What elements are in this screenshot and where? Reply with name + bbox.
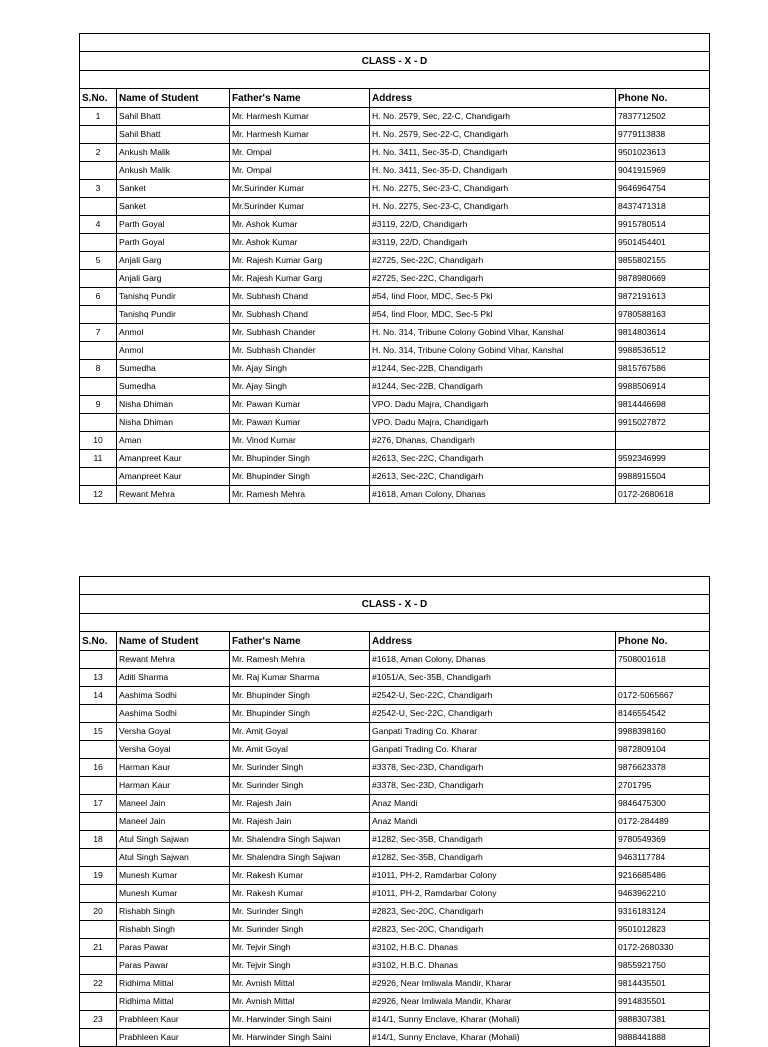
cell-address: H. No. 314, Tribune Colony Gobind Vihar, Kanshal — [370, 324, 616, 342]
table-row — [80, 180, 710, 198]
cell-name: Sumedha — [117, 360, 230, 378]
cell-father: Mr. Ajay Singh — [230, 378, 370, 396]
cell-sno: 10 — [80, 432, 117, 450]
cell-phone: 9316183124 — [616, 903, 710, 921]
cell-sno — [80, 957, 117, 975]
cell-phone: 9041915969 — [616, 162, 710, 180]
table-row — [80, 486, 710, 504]
cell-address: H. No. 2275, Sec-23-C, Chandigarh — [370, 198, 616, 216]
blank-row — [80, 34, 710, 52]
cell-name: Tanishq Pundir — [117, 288, 230, 306]
cell-sno: 11 — [80, 450, 117, 468]
cell-sno — [80, 234, 117, 252]
cell-address: #1244, Sec-22B, Chandigarh — [370, 378, 616, 396]
cell-sno: 1 — [80, 108, 117, 126]
cell-father: Mr. Ashok Kumar — [230, 216, 370, 234]
cell-name: Nisha Dhiman — [117, 414, 230, 432]
cell-phone: 9914835501 — [616, 993, 710, 1011]
cell-father: Mr. Avnish Mittal — [230, 975, 370, 993]
table-row — [80, 144, 710, 162]
cell-address: #2823, Sec-20C, Chandigarh — [370, 903, 616, 921]
cell-address: #3102, H.B.C. Dhanas — [370, 957, 616, 975]
cell-phone: 0172-2680330 — [616, 939, 710, 957]
cell-address: #54, Iind Floor, MDC, Sec-5 Pkl — [370, 306, 616, 324]
cell-address: #3119, 22/D, Chandigarh — [370, 216, 616, 234]
cell-address: #2613, Sec-22C, Chandigarh — [370, 450, 616, 468]
cell-sno — [80, 270, 117, 288]
cell-name: Anmol — [117, 324, 230, 342]
cell-phone: 0172-5065667 — [616, 687, 710, 705]
table-title-row — [80, 595, 710, 614]
cell-father: Mr. Surinder Singh — [230, 903, 370, 921]
cell-address: #2613, Sec-22C, Chandigarh — [370, 468, 616, 486]
cell-phone: 8146554542 — [616, 705, 710, 723]
cell-sno: 2 — [80, 144, 117, 162]
cell-sno — [80, 162, 117, 180]
table-row — [80, 705, 710, 723]
cell-sno — [80, 849, 117, 867]
table-row — [80, 342, 710, 360]
cell-sno — [80, 651, 117, 669]
table-row — [80, 669, 710, 687]
header-father: Father's Name — [230, 632, 370, 651]
cell-phone: 9872191613 — [616, 288, 710, 306]
cell-father: Mr. Bhupinder Singh — [230, 705, 370, 723]
cell-father: Mr. Tejvir Singh — [230, 957, 370, 975]
cell-sno — [80, 198, 117, 216]
cell-father: Mr. Surinder Singh — [230, 921, 370, 939]
cell-father: Mr. Ompal — [230, 144, 370, 162]
column-header-row — [80, 89, 710, 108]
cell-phone: 9646964754 — [616, 180, 710, 198]
cell-father: Mr. Ajay Singh — [230, 360, 370, 378]
table-row — [80, 252, 710, 270]
cell-name: Anjali Garg — [117, 252, 230, 270]
cell-phone: 9780588163 — [616, 306, 710, 324]
cell-address: H. No. 3411, Sec-35-D, Chandigarh — [370, 162, 616, 180]
cell-phone: 7837712502 — [616, 108, 710, 126]
cell-name: Versha Goyal — [117, 741, 230, 759]
cell-address: #54, Iind Floor, MDC, Sec-5 Pkl — [370, 288, 616, 306]
table-title: CLASS - X - D — [80, 595, 710, 614]
cell-phone: 9592346999 — [616, 450, 710, 468]
table-row — [80, 687, 710, 705]
cell-father: Mr. Pawan Kumar — [230, 396, 370, 414]
cell-name: Paras Pawar — [117, 957, 230, 975]
cell-phone: 9855921750 — [616, 957, 710, 975]
table-row — [80, 813, 710, 831]
table-row — [80, 126, 710, 144]
cell-phone: 2701795 — [616, 777, 710, 795]
header-name: Name of Student — [117, 632, 230, 651]
cell-phone — [616, 432, 710, 450]
cell-phone: 9988915504 — [616, 468, 710, 486]
cell-phone: 9988506914 — [616, 378, 710, 396]
cell-address: #1011, PH-2, Ramdarbar Colony — [370, 885, 616, 903]
cell-sno: 12 — [80, 486, 117, 504]
cell-name: Anmol — [117, 342, 230, 360]
table-row — [80, 216, 710, 234]
header-sno: S.No. — [80, 89, 117, 108]
table-row — [80, 360, 710, 378]
cell-phone: 9888441888 — [616, 1029, 710, 1047]
cell-father: Mr. Avnish Mittal — [230, 993, 370, 1011]
cell-father: Mr. Rakesh Kumar — [230, 885, 370, 903]
cell-address: #2725, Sec-22C, Chandigarh — [370, 252, 616, 270]
cell-sno — [80, 777, 117, 795]
cell-sno: 16 — [80, 759, 117, 777]
cell-father: Mr. Ashok Kumar — [230, 234, 370, 252]
cell-name: Sanket — [117, 198, 230, 216]
table-row — [80, 939, 710, 957]
cell-name: Aashima Sodhi — [117, 687, 230, 705]
cell-address: #1051/A, Sec-35B, Chandigarh — [370, 669, 616, 687]
table-row — [80, 378, 710, 396]
cell-address: H. No. 3411, Sec-35-D, Chandigarh — [370, 144, 616, 162]
table-row — [80, 849, 710, 867]
table-row — [80, 777, 710, 795]
cell-name: Sumedha — [117, 378, 230, 396]
table-row — [80, 921, 710, 939]
cell-father: Mr. Rajesh Jain — [230, 813, 370, 831]
table-row — [80, 468, 710, 486]
table-row — [80, 795, 710, 813]
cell-sno: 19 — [80, 867, 117, 885]
table-row — [80, 324, 710, 342]
cell-phone: 9915780514 — [616, 216, 710, 234]
cell-sno — [80, 741, 117, 759]
cell-father: Mr. Bhupinder Singh — [230, 687, 370, 705]
header-address: Address — [370, 632, 616, 651]
cell-sno — [80, 306, 117, 324]
cell-father: Mr. Subhash Chander — [230, 342, 370, 360]
cell-address: Ganpati Trading Co. Kharar — [370, 723, 616, 741]
cell-address: #2542-U, Sec-22C, Chandigarh — [370, 687, 616, 705]
table-row — [80, 162, 710, 180]
cell-name: Anjali Garg — [117, 270, 230, 288]
cell-address: #1618, Aman Colony, Dhanas — [370, 651, 616, 669]
cell-address: Anaz Mandi — [370, 795, 616, 813]
cell-name: Rishabh Singh — [117, 921, 230, 939]
header-name: Name of Student — [117, 89, 230, 108]
cell-phone: 9814446698 — [616, 396, 710, 414]
cell-sno: 3 — [80, 180, 117, 198]
table-row — [80, 903, 710, 921]
table-row — [80, 993, 710, 1011]
cell-address: #14/1, Sunny Enclave, Kharar (Mohali) — [370, 1029, 616, 1047]
header-phone: Phone No. — [616, 89, 710, 108]
cell-name: Rishabh Singh — [117, 903, 230, 921]
cell-name: Aditi Sharma — [117, 669, 230, 687]
cell-sno: 22 — [80, 975, 117, 993]
cell-address: #3378, Sec-23D, Chandigarh — [370, 777, 616, 795]
table-row — [80, 741, 710, 759]
cell-phone: 9888307381 — [616, 1011, 710, 1029]
header-phone: Phone No. — [616, 632, 710, 651]
cell-sno: 7 — [80, 324, 117, 342]
table-row — [80, 1029, 710, 1047]
table-row — [80, 831, 710, 849]
cell-phone: 7508001618 — [616, 651, 710, 669]
cell-father: Mr. Bhupinder Singh — [230, 468, 370, 486]
class-list-table-1 — [79, 33, 710, 504]
cell-address: H. No. 2275, Sec-23-C, Chandigarh — [370, 180, 616, 198]
cell-sno — [80, 885, 117, 903]
table-row — [80, 396, 710, 414]
class-list-table-2 — [79, 576, 710, 1047]
cell-phone: 9815767586 — [616, 360, 710, 378]
cell-address: #1244, Sec-22B, Chandigarh — [370, 360, 616, 378]
cell-father: Mr.Surinder Kumar — [230, 198, 370, 216]
cell-address: #3378, Sec-23D, Chandigarh — [370, 759, 616, 777]
cell-sno: 15 — [80, 723, 117, 741]
cell-phone: 9855802155 — [616, 252, 710, 270]
cell-phone: 9779113838 — [616, 126, 710, 144]
cell-father: Mr. Rajesh Jain — [230, 795, 370, 813]
table-row — [80, 288, 710, 306]
table-row — [80, 198, 710, 216]
cell-phone: 9501454401 — [616, 234, 710, 252]
cell-name: Nisha Dhiman — [117, 396, 230, 414]
cell-address: H. No. 314, Tribune Colony Gobind Vihar, Kanshal — [370, 342, 616, 360]
cell-father: Mr. Tejvir Singh — [230, 939, 370, 957]
cell-phone: 0172-284489 — [616, 813, 710, 831]
cell-name: Sahil Bhatt — [117, 126, 230, 144]
cell-phone: 9780549369 — [616, 831, 710, 849]
cell-name: Maneel Jain — [117, 795, 230, 813]
cell-address: #2926, Near Imliwala Mandir, Kharar — [370, 975, 616, 993]
cell-address: Anaz Mandi — [370, 813, 616, 831]
cell-address: #2823, Sec-20C, Chandigarh — [370, 921, 616, 939]
cell-address: #14/1, Sunny Enclave, Kharar (Mohali) — [370, 1011, 616, 1029]
cell-father: Mr. Amit Goyal — [230, 723, 370, 741]
cell-address: #276, Dhanas, Chandigarh — [370, 432, 616, 450]
cell-name: Ankush Malik — [117, 162, 230, 180]
table-title: CLASS - X - D — [80, 52, 710, 71]
table-row — [80, 234, 710, 252]
cell-name: Prabhleen Kaur — [117, 1011, 230, 1029]
cell-father: Mr. Surinder Singh — [230, 777, 370, 795]
cell-phone: 9814435501 — [616, 975, 710, 993]
blank-row — [80, 71, 710, 89]
table-row — [80, 432, 710, 450]
cell-address: #2542-U, Sec-22C, Chandigarh — [370, 705, 616, 723]
cell-phone: 9463962210 — [616, 885, 710, 903]
cell-sno — [80, 378, 117, 396]
cell-sno — [80, 993, 117, 1011]
cell-address: VPO. Dadu Majra, Chandigarh — [370, 396, 616, 414]
cell-address: #2725, Sec-22C, Chandigarh — [370, 270, 616, 288]
cell-father: Mr. Rakesh Kumar — [230, 867, 370, 885]
cell-phone: 9872809104 — [616, 741, 710, 759]
table-2-body — [80, 577, 710, 1047]
cell-sno: 21 — [80, 939, 117, 957]
table-row — [80, 867, 710, 885]
table-row — [80, 975, 710, 993]
cell-address: #1011, PH-2, Ramdarbar Colony — [370, 867, 616, 885]
cell-sno — [80, 921, 117, 939]
cell-phone: 9876623378 — [616, 759, 710, 777]
cell-sno: 14 — [80, 687, 117, 705]
table-row — [80, 450, 710, 468]
blank-row — [80, 577, 710, 595]
cell-sno: 5 — [80, 252, 117, 270]
cell-name: Paras Pawar — [117, 939, 230, 957]
cell-sno — [80, 813, 117, 831]
cell-father: Mr. Subhash Chand — [230, 306, 370, 324]
table-row — [80, 759, 710, 777]
header-address: Address — [370, 89, 616, 108]
cell-sno — [80, 414, 117, 432]
table-row — [80, 651, 710, 669]
table-row — [80, 723, 710, 741]
cell-address: #3102, H.B.C. Dhanas — [370, 939, 616, 957]
cell-name: Atul Singh Sajwan — [117, 849, 230, 867]
table-title-row — [80, 52, 710, 71]
cell-phone: 9915027872 — [616, 414, 710, 432]
cell-father: Mr. Rajesh Kumar Garg — [230, 270, 370, 288]
cell-sno: 20 — [80, 903, 117, 921]
cell-name: Amanpreet Kaur — [117, 468, 230, 486]
cell-sno — [80, 468, 117, 486]
cell-father: Mr. Harmesh Kumar — [230, 126, 370, 144]
cell-address: #2926, Near Imliwala Mandir, Kharar — [370, 993, 616, 1011]
cell-sno: 4 — [80, 216, 117, 234]
cell-father: Mr. Amit Goyal — [230, 741, 370, 759]
cell-name: Tanishq Pundir — [117, 306, 230, 324]
cell-name: Ridhima Mittal — [117, 975, 230, 993]
cell-name: Ridhima Mittal — [117, 993, 230, 1011]
cell-sno: 6 — [80, 288, 117, 306]
cell-sno — [80, 342, 117, 360]
cell-name: Sahil Bhatt — [117, 108, 230, 126]
cell-address: VPO. Dadu Majra, Chandigarh — [370, 414, 616, 432]
cell-name: Harman Kaur — [117, 759, 230, 777]
table-row — [80, 957, 710, 975]
cell-sno: 8 — [80, 360, 117, 378]
cell-father: Mr. Vinod Kumar — [230, 432, 370, 450]
cell-sno: 9 — [80, 396, 117, 414]
cell-sno: 13 — [80, 669, 117, 687]
cell-father: Mr. Harwinder Singh Saini — [230, 1029, 370, 1047]
cell-name: Aashima Sodhi — [117, 705, 230, 723]
cell-name: Atul Singh Sajwan — [117, 831, 230, 849]
cell-father: Mr.Surinder Kumar — [230, 180, 370, 198]
table-row — [80, 414, 710, 432]
table-row — [80, 270, 710, 288]
cell-name: Rewant Mehra — [117, 651, 230, 669]
header-father: Father's Name — [230, 89, 370, 108]
header-sno: S.No. — [80, 632, 117, 651]
cell-name: Parth Goyal — [117, 216, 230, 234]
cell-father: Mr. Ramesh Mehra — [230, 651, 370, 669]
cell-address: #1618, Aman Colony, Dhanas — [370, 486, 616, 504]
cell-phone: 0172-2680618 — [616, 486, 710, 504]
cell-sno — [80, 1029, 117, 1047]
cell-father: Mr. Ramesh Mehra — [230, 486, 370, 504]
table-row — [80, 885, 710, 903]
cell-father: Mr. Surinder Singh — [230, 759, 370, 777]
column-header-row — [80, 632, 710, 651]
cell-phone: 9501012823 — [616, 921, 710, 939]
cell-father: Mr. Shalendra Singh Sajwan — [230, 831, 370, 849]
cell-phone: 9463117784 — [616, 849, 710, 867]
cell-father: Mr. Rajesh Kumar Garg — [230, 252, 370, 270]
cell-father: Mr. Bhupinder Singh — [230, 450, 370, 468]
cell-address: H. No. 2579, Sec, 22-C, Chandigarh — [370, 108, 616, 126]
cell-name: Ankush Malik — [117, 144, 230, 162]
cell-name: Amanpreet Kaur — [117, 450, 230, 468]
table-row — [80, 1011, 710, 1029]
cell-name: Munesh Kumar — [117, 885, 230, 903]
cell-father: Mr. Pawan Kumar — [230, 414, 370, 432]
cell-father: Mr. Subhash Chander — [230, 324, 370, 342]
cell-name: Maneel Jain — [117, 813, 230, 831]
cell-phone — [616, 669, 710, 687]
cell-phone: 9988536512 — [616, 342, 710, 360]
cell-phone: 8437471318 — [616, 198, 710, 216]
cell-address: #1282, Sec-35B, Chandigarh — [370, 831, 616, 849]
cell-phone: 9216685486 — [616, 867, 710, 885]
cell-name: Prabhleen Kaur — [117, 1029, 230, 1047]
cell-phone: 9501023613 — [616, 144, 710, 162]
cell-sno: 17 — [80, 795, 117, 813]
cell-name: Parth Goyal — [117, 234, 230, 252]
cell-address: #1282, Sec-35B, Chandigarh — [370, 849, 616, 867]
cell-father: Mr. Harmesh Kumar — [230, 108, 370, 126]
cell-phone: 9878980669 — [616, 270, 710, 288]
cell-phone: 9846475300 — [616, 795, 710, 813]
cell-name: Sanket — [117, 180, 230, 198]
cell-name: Harman Kaur — [117, 777, 230, 795]
cell-father: Mr. Shalendra Singh Sajwan — [230, 849, 370, 867]
cell-father: Mr. Ompal — [230, 162, 370, 180]
table-row — [80, 306, 710, 324]
cell-name: Munesh Kumar — [117, 867, 230, 885]
cell-name: Versha Goyal — [117, 723, 230, 741]
cell-father: Mr. Harwinder Singh Saini — [230, 1011, 370, 1029]
table-1-body — [80, 34, 710, 504]
cell-address: Ganpati Trading Co. Kharar — [370, 741, 616, 759]
cell-name: Rewant Mehra — [117, 486, 230, 504]
table-row — [80, 108, 710, 126]
cell-sno: 18 — [80, 831, 117, 849]
cell-address: H. No. 2579, Sec-22-C, Chandigarh — [370, 126, 616, 144]
cell-father: Mr. Subhash Chand — [230, 288, 370, 306]
cell-address: #3119, 22/D, Chandigarh — [370, 234, 616, 252]
cell-name: Aman — [117, 432, 230, 450]
cell-sno — [80, 126, 117, 144]
cell-phone: 9988398160 — [616, 723, 710, 741]
cell-father: Mr. Raj Kumar Sharma — [230, 669, 370, 687]
blank-row — [80, 614, 710, 632]
cell-sno: 23 — [80, 1011, 117, 1029]
cell-sno — [80, 705, 117, 723]
cell-phone: 9814803614 — [616, 324, 710, 342]
